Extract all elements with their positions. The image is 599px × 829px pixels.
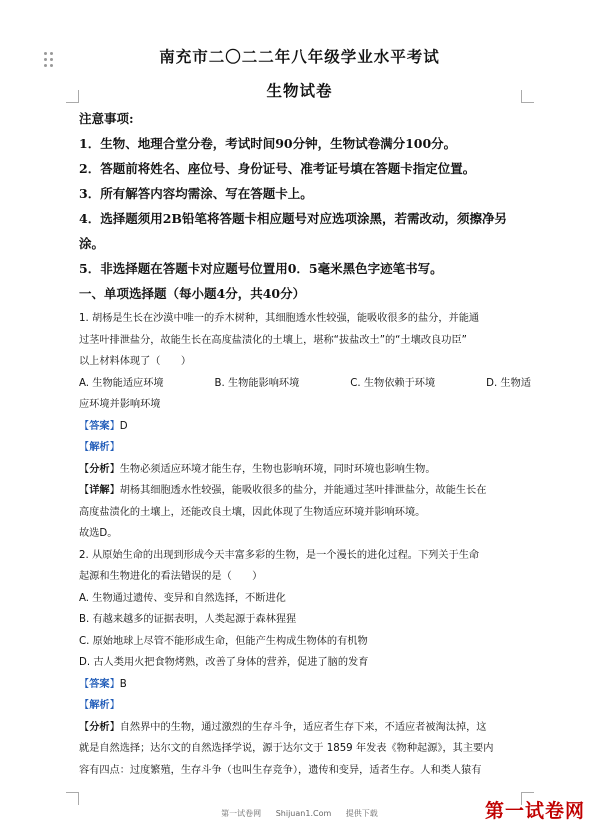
question-stem: 2. 从原始生命的出现到形成今天丰富多彩的生物，是一个漫长的进化过程。下列关于生命 [79, 549, 480, 561]
analysis-line: 【解析】 [79, 700, 120, 711]
question-stem: 起源和生物进化的看法错误的是（ ） [79, 571, 263, 582]
option-continuation: 应环境并影响环境 [79, 399, 161, 410]
fenxi-text: 生物必须适应环境才能生存，生物也影响环境，同时环境也影响生物。 [119, 463, 436, 475]
question-options [79, 373, 531, 395]
xiangjie-line: 【详解】胡杨其细胞透水性较强，能吸收很多的盐分，并能通过茎叶排泄盐分，故能生长在 [79, 485, 487, 496]
fenxi-line: 【分析】自然界中的生物，通过激烈的生存斗争，适应者生存下来，不适应者被淘汰掉，这 [79, 721, 487, 733]
section-heading: 一、单项选择题（每小题4分，共40分） [79, 286, 306, 301]
note-item: 4．选择题须用2B铅笔将答题卡相应题号对应选项涂黑，若需改动，须擦净另 [79, 211, 507, 226]
answer-value: D [119, 420, 128, 432]
page-footer: 第一试卷网 Shijuan1.Com 提供下载 [221, 809, 378, 818]
option-d: D. 古人类用火把食物烤熟，改善了身体的营养，促进了脑的发育 [79, 657, 369, 668]
option-d: D. 生物适 [486, 377, 531, 389]
fenxi-text: 就是自然选择；达尔文的自然选择学说，源于达尔文于 1859 年发表《物种起源》，其主要内 [79, 743, 494, 754]
option-c: C. 原始地球上尽管不能形成生命，但能产生构成生物体的有机物 [79, 635, 368, 647]
xiangjie-tag: 详解 [89, 485, 110, 496]
page-subtitle: 生物试卷 [266, 81, 333, 100]
question-stem: 以上材料体现了（ ） [79, 356, 192, 367]
conclusion: 故选D。 [79, 528, 118, 539]
note-item: 2．答题前将姓名、座位号、身份证号、准考证号填在答题卡指定位置。 [79, 161, 476, 176]
option-c: C. 生物依赖于环境 [350, 377, 436, 389]
note-item: 3．所有解答内容均需涂、写在答题卡上。 [79, 186, 313, 201]
margin-corner-mark [66, 792, 79, 805]
answer-tag: 答案 [89, 678, 110, 690]
notes-heading: 注意事项: [79, 111, 134, 126]
fenxi-line: 【分析】生物必须适应环境才能生存，生物也影响环境，同时环境也影响生物。 [79, 463, 436, 475]
page-title: 南充市二〇二二年八年级学业水平考试 [159, 47, 440, 66]
question-stem: 过茎叶排泄盐分，故能生长在高度盐渍化的土壤上，堪称“拔盐改土”的“土壤改良功臣” [79, 334, 467, 346]
brand-watermark: 第一试卷网 [484, 800, 585, 822]
fenxi-tag: 分析 [89, 463, 110, 475]
note-item: 涂。 [79, 236, 105, 251]
option-a: A. 生物能适应环境 [79, 377, 164, 389]
option-b: B. 生物能影响环境 [214, 377, 300, 389]
analysis-tag: 解析 [89, 700, 110, 711]
option-b: B. 有越来越多的证据表明，人类起源于森林猩猩 [79, 614, 297, 625]
document-body [79, 106, 531, 781]
option-a: A. 生物通过遗传、变异和自然选择，不断进化 [79, 592, 286, 604]
xiangjie-text: 高度盐渍化的土壤上，还能改良土壤，因此体现了生物适应环境并影响环境。 [79, 506, 426, 518]
analysis-line: 【解析】 [79, 442, 120, 453]
note-item: 1．生物、地理合堂分卷，考试时间90分钟，生物试卷满分100分。 [79, 136, 457, 151]
answer-value: B [119, 678, 127, 690]
analysis-tag: 解析 [89, 442, 110, 453]
xiangjie-text: 胡杨其细胞透水性较强，能吸收很多的盐分，并能通过茎叶排泄盐分，故能生长在 [119, 485, 487, 496]
fenxi-text: 容有四点：过度繁殖，生存斗争（也叫生存竞争），遗传和变异，适者生存。人和类人猿有 [79, 764, 482, 776]
note-item: 5．非选择题在答题卡对应题号位置用0．5毫米黑色字迹笔书写。 [79, 261, 443, 276]
fenxi-tag: 分析 [89, 721, 110, 733]
answer-line: 【答案】B [79, 678, 127, 690]
question-stem: 1. 胡杨是生长在沙漠中唯一的乔木树种，其细胞透水性较强，能吸收很多的盐分，并能通 [79, 313, 480, 324]
answer-line: 【答案】D [79, 420, 128, 432]
answer-tag: 答案 [89, 420, 110, 432]
fenxi-text: 自然界中的生物，通过激烈的生存斗争，适应者生存下来，不适应者被淘汰掉，这 [119, 721, 487, 733]
